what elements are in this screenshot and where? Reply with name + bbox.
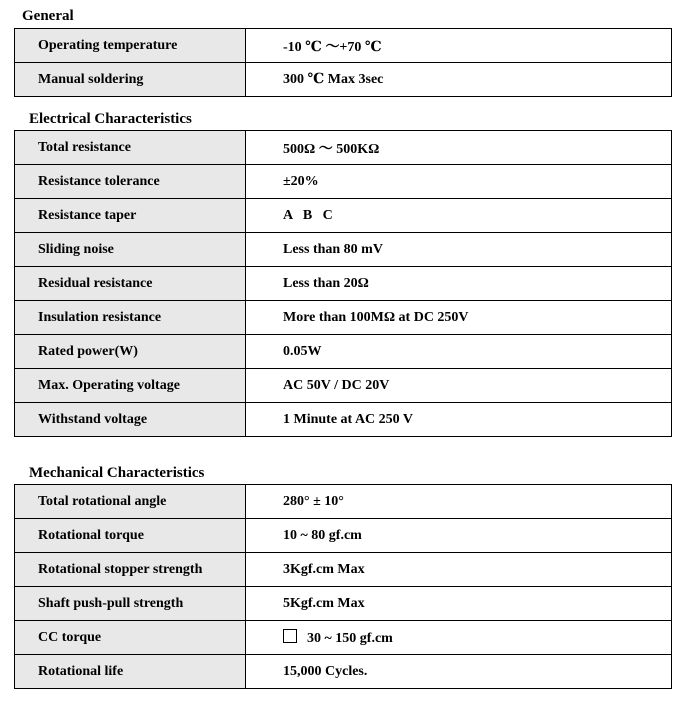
table-row: [15, 233, 672, 267]
spec-label: CC torque: [15, 621, 246, 655]
spec-value: -10 ℃ ～+70 ℃: [246, 29, 672, 63]
spec-label: Operating temperature: [15, 29, 246, 63]
spec-value: 30 ~ 150 gf.cm: [307, 630, 393, 646]
table-row: [15, 553, 672, 587]
spec-value: 500Ω ～ 500KΩ: [246, 131, 672, 165]
spec-label: Rotational life: [15, 655, 246, 689]
table-row: [15, 485, 672, 519]
spec-value: 5Kgf.cm Max: [246, 587, 672, 621]
spec-value-cell: [246, 621, 672, 655]
table-row: [15, 267, 672, 301]
table-row: [15, 131, 672, 165]
general-section-title: General: [22, 8, 74, 24]
general-table: [14, 28, 672, 97]
spec-value: More than 100MΩ at DC 250V: [246, 301, 672, 335]
spec-value: ±20%: [246, 165, 672, 199]
spec-label: Sliding noise: [15, 233, 246, 267]
table-row: [15, 29, 672, 63]
spec-label: Total resistance: [15, 131, 246, 165]
spec-value: 0.05W: [246, 335, 672, 369]
electrical-table: [14, 130, 672, 437]
table-row: [15, 519, 672, 553]
spec-label: Total rotational angle: [15, 485, 246, 519]
table-row: [15, 165, 672, 199]
spec-value: AC 50V / DC 20V: [246, 369, 672, 403]
spec-value: A B C: [246, 199, 672, 233]
spec-label: Resistance taper: [15, 199, 246, 233]
spec-label: Withstand voltage: [15, 403, 246, 437]
spec-label: Insulation resistance: [15, 301, 246, 335]
checkbox-icon: [283, 629, 297, 643]
table-row: [15, 403, 672, 437]
spec-value: Less than 20Ω: [246, 267, 672, 301]
spec-label: Max. Operating voltage: [15, 369, 246, 403]
spec-label: Residual resistance: [15, 267, 246, 301]
spec-value: 300 ℃ Max 3sec: [246, 63, 672, 97]
spec-value: 3Kgf.cm Max: [246, 553, 672, 587]
table-row: [15, 63, 672, 97]
spec-label: Rotational torque: [15, 519, 246, 553]
table-row: [15, 199, 672, 233]
table-row: [15, 335, 672, 369]
spec-label: Rotational stopper strength: [15, 553, 246, 587]
table-row: [15, 301, 672, 335]
spec-value: 10 ~ 80 gf.cm: [246, 519, 672, 553]
table-row: [15, 621, 672, 655]
spec-value: 280° ± 10°: [246, 485, 672, 519]
spec-label: Manual soldering: [15, 63, 246, 97]
mechanical-table: [14, 484, 672, 689]
electrical-section-title: Electrical Characteristics: [29, 111, 192, 127]
table-row: [15, 369, 672, 403]
spec-value: 15,000 Cycles.: [246, 655, 672, 689]
table-row: [15, 655, 672, 689]
spec-value: Less than 80 mV: [246, 233, 672, 267]
spec-label: Shaft push-pull strength: [15, 587, 246, 621]
spec-value: 1 Minute at AC 250 V: [246, 403, 672, 437]
spec-label: Rated power(W): [15, 335, 246, 369]
spec-label: Resistance tolerance: [15, 165, 246, 199]
mechanical-section-title: Mechanical Characteristics: [29, 465, 205, 481]
table-row: [15, 587, 672, 621]
